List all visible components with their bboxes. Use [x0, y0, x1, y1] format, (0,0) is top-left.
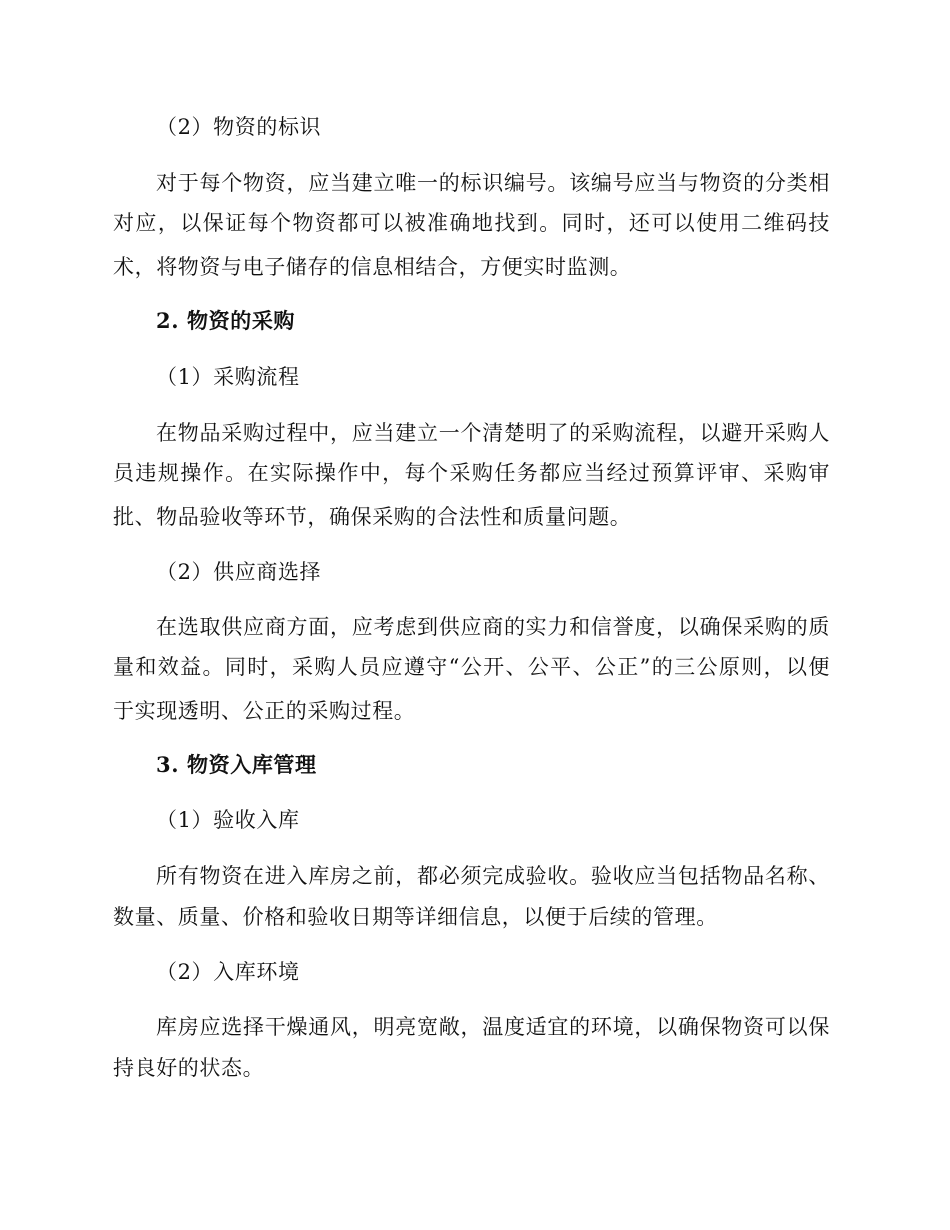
subsection-title-item-identification: （2）物资的标识 [156, 115, 322, 139]
paragraph-line: 于实现透明、公正的采购过程。 [113, 699, 416, 723]
subsection-title-supplier-selection: （2）供应商选择 [156, 560, 322, 584]
paragraph-line: 批、物品验收等环节，确保采购的合法性和质量问题。 [113, 505, 632, 529]
paragraph-line: 对于每个物资，应当建立唯一的标识编号。该编号应当与物资的分类相 [156, 171, 830, 195]
subsection-title-storage-environment: （2）入库环境 [156, 960, 300, 984]
paragraph-line: 对应，以保证每个物资都可以被准确地找到。同时，还可以使用二维码技 [113, 211, 830, 235]
paragraph-line: 库房应选择干燥通风，明亮宽敞，温度适宜的环境，以确保物资可以保 [156, 1015, 830, 1039]
paragraph-line: 在物品采购过程中，应当建立一个清楚明了的采购流程，以避开采购人 [156, 421, 830, 445]
paragraph-line: 所有物资在进入库房之前，都必须完成验收。验收应当包括物品名称、 [156, 864, 830, 888]
paragraph-line: 在选取供应商方面，应考虑到供应商的实力和信誉度，以确保采购的质 [156, 615, 830, 639]
paragraph-line: 数量、质量、价格和验收日期等详细信息，以便于后续的管理。 [113, 905, 718, 929]
section-heading-warehousing: 3. 物资入库管理 [156, 752, 317, 777]
subsection-title-acceptance: （1）验收入库 [156, 808, 300, 832]
section-heading-procurement: 2. 物资的采购 [156, 308, 296, 333]
paragraph-line: 量和效益。同时，采购人员应遵守“公开、公平、公正”的三公原则，以便 [113, 655, 830, 679]
subsection-title-procurement-process: （1）采购流程 [156, 365, 300, 389]
paragraph-line: 持良好的状态。 [113, 1056, 265, 1080]
paragraph-line: 员违规操作。在实际操作中，每个采购任务都应当经过预算评审、采购审 [113, 461, 830, 485]
paragraph-line: 术，将物资与电子储存的信息相结合，方便实时监测。 [113, 255, 632, 279]
